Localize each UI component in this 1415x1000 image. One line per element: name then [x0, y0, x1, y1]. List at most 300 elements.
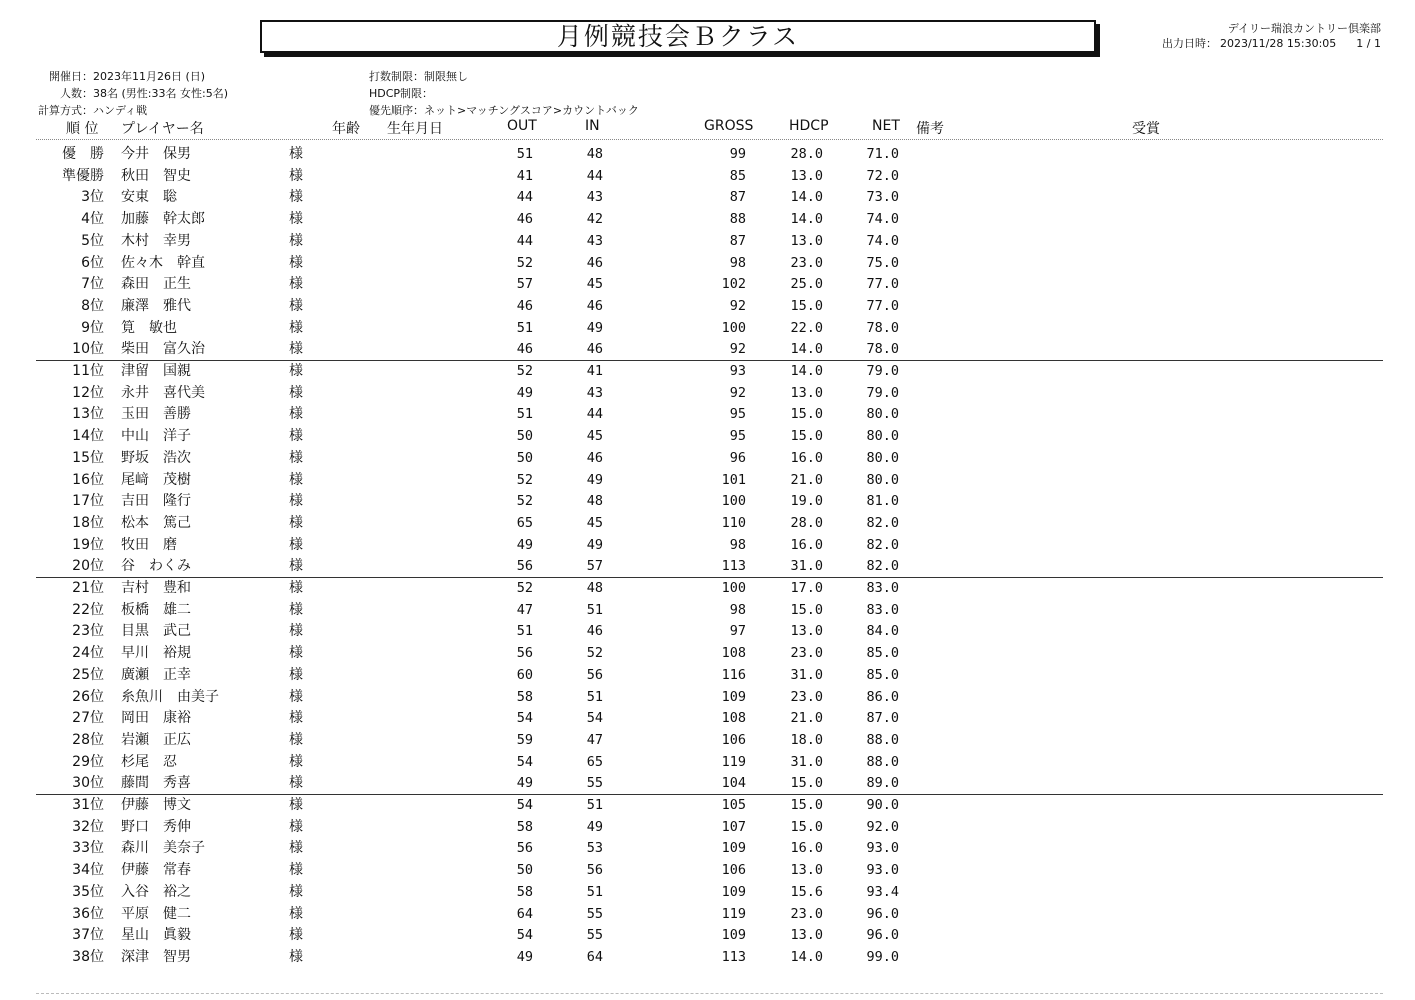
- gross-score: 100: [721, 580, 746, 596]
- gross-score: 97: [729, 623, 746, 640]
- honorific: 様: [289, 341, 303, 358]
- gross-score: 119: [721, 905, 746, 922]
- out-score: 60: [516, 666, 533, 683]
- in-score: 44: [586, 167, 603, 184]
- player-name: 今井 保男: [121, 146, 191, 162]
- honorific: 様: [289, 710, 303, 727]
- table-row: [0, 665, 1415, 687]
- player-name: 入谷 裕之: [121, 883, 191, 900]
- net-score: 87.0: [866, 710, 899, 727]
- hdcp-value: 28.0: [790, 514, 823, 531]
- honorific: 様: [289, 601, 303, 618]
- table-row: [0, 904, 1415, 926]
- in-score: 48: [586, 580, 603, 596]
- gross-score: 92: [729, 297, 746, 314]
- hdcp-value: 22.0: [790, 319, 823, 336]
- table-row: [0, 404, 1415, 426]
- gross-score: 109: [721, 688, 746, 705]
- player-name: 森田 正生: [121, 276, 191, 293]
- in-score: 44: [586, 406, 603, 423]
- gross-score: 95: [729, 406, 746, 423]
- gross-score: 85: [729, 167, 746, 184]
- out-score: 44: [516, 189, 533, 206]
- rank-cell: 24位: [72, 645, 104, 662]
- honorific: 様: [289, 319, 303, 336]
- net-score: 85.0: [866, 645, 899, 662]
- player-name: 木村 幸男: [121, 232, 191, 249]
- player-name: 牧田 磨: [121, 536, 177, 553]
- player-name: 廣瀬 正幸: [121, 666, 191, 683]
- meta-players-value: 38名 (男性:33名 女性:5名): [93, 87, 228, 100]
- printed-label: 出力日時：: [1161, 37, 1217, 50]
- rank-cell: 優 勝: [62, 146, 104, 162]
- gross-score: 107: [721, 818, 746, 835]
- col-age: 年齢: [332, 121, 360, 137]
- col-hdcp: HDCP: [789, 118, 829, 134]
- col-net: NET: [872, 118, 900, 134]
- player-name: 加藤 幹太郎: [121, 211, 205, 228]
- table-row: [0, 470, 1415, 492]
- out-score: 57: [516, 276, 533, 293]
- table-row: [0, 817, 1415, 839]
- rank-cell: 23位: [72, 623, 104, 640]
- table-row: [0, 448, 1415, 470]
- meta-date-value: 2023年11月26日 (日): [93, 70, 206, 83]
- table-row: [0, 752, 1415, 774]
- meta-hdcp-label: HDCP制限：: [369, 87, 434, 100]
- hdcp-value: 14.0: [790, 341, 823, 358]
- hdcp-value: 14.0: [790, 211, 823, 228]
- net-score: 90.0: [866, 797, 899, 813]
- gross-score: 116: [721, 666, 746, 683]
- player-name: 糸魚川 由美子: [121, 688, 219, 705]
- table-row: [0, 578, 1415, 600]
- honorific: 様: [289, 666, 303, 683]
- player-name: 尾﨑 茂樹: [121, 471, 191, 488]
- in-score: 43: [586, 189, 603, 206]
- out-score: 46: [516, 341, 533, 358]
- gross-score: 101: [721, 471, 746, 488]
- rank-cell: 28位: [72, 731, 104, 748]
- in-score: 51: [586, 601, 603, 618]
- hdcp-value: 13.0: [790, 862, 823, 879]
- rank-cell: 20位: [72, 558, 104, 575]
- honorific: 様: [289, 493, 303, 510]
- hdcp-value: 31.0: [790, 753, 823, 770]
- rank-cell: 22位: [72, 601, 104, 618]
- out-score: 49: [516, 775, 533, 792]
- in-score: 47: [586, 731, 603, 748]
- honorific: 様: [289, 536, 303, 553]
- gross-score: 96: [729, 449, 746, 466]
- rank-cell: 13位: [72, 406, 104, 423]
- gross-score: 87: [729, 189, 746, 206]
- net-score: 82.0: [866, 514, 899, 531]
- honorific: 様: [289, 688, 303, 705]
- net-score: 74.0: [866, 232, 899, 249]
- in-score: 65: [586, 753, 603, 770]
- meta-players: [0, 85, 228, 101]
- table-row: [0, 860, 1415, 882]
- hdcp-value: 15.0: [790, 601, 823, 618]
- out-score: 58: [516, 818, 533, 835]
- honorific: 様: [289, 797, 303, 813]
- out-score: 56: [516, 645, 533, 662]
- out-score: 49: [516, 536, 533, 553]
- hdcp-value: 15.0: [790, 406, 823, 423]
- player-name: 中山 洋子: [121, 428, 191, 445]
- out-score: 44: [516, 232, 533, 249]
- rank-cell: 32位: [72, 818, 104, 835]
- honorific: 様: [289, 862, 303, 879]
- in-score: 46: [586, 449, 603, 466]
- net-score: 71.0: [866, 146, 899, 162]
- out-score: 54: [516, 797, 533, 813]
- honorific: 様: [289, 363, 303, 379]
- gross-score: 113: [721, 948, 746, 965]
- player-name: 野口 秀伸: [121, 818, 191, 835]
- net-score: 81.0: [866, 493, 899, 510]
- rank-cell: 6位: [81, 254, 104, 271]
- player-name: 佐々木 幹直: [121, 254, 205, 271]
- in-score: 56: [586, 666, 603, 683]
- in-score: 45: [586, 276, 603, 293]
- net-score: 96.0: [866, 927, 899, 944]
- hdcp-value: 31.0: [790, 666, 823, 683]
- honorific: 様: [289, 384, 303, 401]
- hdcp-value: 15.0: [790, 797, 823, 813]
- hdcp-value: 18.0: [790, 731, 823, 748]
- net-score: 84.0: [866, 623, 899, 640]
- in-score: 46: [586, 623, 603, 640]
- col-in: IN: [585, 118, 600, 134]
- rank-cell: 12位: [72, 384, 104, 401]
- hdcp-value: 15.0: [790, 428, 823, 445]
- player-name: 野坂 浩次: [121, 449, 191, 466]
- in-score: 57: [586, 558, 603, 575]
- table-row: [0, 274, 1415, 296]
- table-row: [0, 535, 1415, 557]
- gross-score: 92: [729, 341, 746, 358]
- meta-strokes-value: 制限無し: [424, 70, 468, 83]
- rank-cell: 4位: [81, 211, 104, 228]
- player-name: 谷 わくみ: [121, 558, 191, 575]
- rank-cell: 19位: [72, 536, 104, 553]
- net-score: 72.0: [866, 167, 899, 184]
- net-score: 96.0: [866, 905, 899, 922]
- rank-cell: 15位: [72, 449, 104, 466]
- honorific: 様: [289, 818, 303, 835]
- meta-players-label: 人数：: [60, 87, 93, 100]
- out-score: 56: [516, 840, 533, 857]
- table-row: [0, 773, 1415, 795]
- net-score: 83.0: [866, 580, 899, 596]
- net-score: 80.0: [866, 449, 899, 466]
- gross-score: 106: [721, 731, 746, 748]
- honorific: 様: [289, 645, 303, 662]
- rank-cell: 14位: [72, 428, 104, 445]
- meta-priority-label: 優先順序：: [369, 104, 424, 117]
- rank-cell: 31位: [72, 797, 104, 813]
- hdcp-value: 21.0: [790, 710, 823, 727]
- out-score: 46: [516, 211, 533, 228]
- rank-cell: 5位: [81, 232, 104, 249]
- net-score: 93.0: [866, 840, 899, 857]
- honorific: 様: [289, 297, 303, 314]
- player-name: 吉田 隆行: [121, 493, 191, 510]
- gross-score: 98: [729, 254, 746, 271]
- player-name: 星山 眞毅: [121, 927, 191, 944]
- player-name: 藤間 秀喜: [121, 775, 191, 792]
- hdcp-value: 13.0: [790, 167, 823, 184]
- hdcp-value: 15.6: [790, 883, 823, 900]
- player-name: 筧 敏也: [121, 319, 177, 336]
- in-score: 64: [586, 948, 603, 965]
- gross-score: 100: [721, 319, 746, 336]
- table-row: [0, 253, 1415, 275]
- rank-cell: 38位: [72, 948, 104, 965]
- table-row: [0, 882, 1415, 904]
- net-score: 82.0: [866, 536, 899, 553]
- rank-cell: 30位: [72, 775, 104, 792]
- gross-score: 119: [721, 753, 746, 770]
- col-rank: 順 位: [66, 121, 99, 137]
- out-score: 56: [516, 558, 533, 575]
- honorific: 様: [289, 753, 303, 770]
- rank-cell: 3位: [81, 189, 104, 206]
- out-score: 50: [516, 862, 533, 879]
- player-name: 吉村 豊和: [121, 580, 191, 596]
- out-score: 54: [516, 753, 533, 770]
- gross-score: 113: [721, 558, 746, 575]
- club-name: デイリー瑞浪カントリー倶楽部: [1227, 22, 1381, 35]
- in-score: 46: [586, 297, 603, 314]
- table-row: [0, 318, 1415, 340]
- net-score: 93.0: [866, 862, 899, 879]
- gross-score: 109: [721, 883, 746, 900]
- meta-date-label: 開催日：: [49, 70, 93, 83]
- player-name: 津留 国親: [121, 363, 191, 379]
- gross-score: 102: [721, 276, 746, 293]
- rank-cell: 16位: [72, 471, 104, 488]
- net-score: 83.0: [866, 601, 899, 618]
- rank-cell: 18位: [72, 514, 104, 531]
- table-row: [0, 513, 1415, 535]
- player-name: 伊藤 博文: [121, 797, 191, 813]
- table-row: [0, 925, 1415, 947]
- in-score: 45: [586, 514, 603, 531]
- hdcp-value: 16.0: [790, 449, 823, 466]
- net-score: 88.0: [866, 753, 899, 770]
- table-row: [0, 556, 1415, 578]
- in-score: 53: [586, 840, 603, 857]
- gross-score: 98: [729, 536, 746, 553]
- player-name: 森川 美奈子: [121, 840, 205, 857]
- out-score: 52: [516, 363, 533, 379]
- in-score: 54: [586, 710, 603, 727]
- out-score: 52: [516, 493, 533, 510]
- table-row: [0, 187, 1415, 209]
- honorific: 様: [289, 905, 303, 922]
- col-award: 受賞: [1132, 121, 1160, 137]
- out-score: 51: [516, 146, 533, 162]
- player-name: 早川 裕規: [121, 645, 191, 662]
- player-name: 秋田 智史: [121, 167, 191, 184]
- table-row: [0, 361, 1415, 383]
- hdcp-value: 15.0: [790, 775, 823, 792]
- net-score: 85.0: [866, 666, 899, 683]
- in-score: 48: [586, 493, 603, 510]
- out-score: 51: [516, 406, 533, 423]
- hdcp-value: 23.0: [790, 688, 823, 705]
- hdcp-value: 19.0: [790, 493, 823, 510]
- out-score: 41: [516, 167, 533, 184]
- in-score: 48: [586, 146, 603, 162]
- honorific: 様: [289, 406, 303, 423]
- in-score: 43: [586, 232, 603, 249]
- rank-cell: 29位: [72, 753, 104, 770]
- hdcp-value: 15.0: [790, 297, 823, 314]
- honorific: 様: [289, 948, 303, 965]
- table-row: [0, 947, 1415, 969]
- honorific: 様: [289, 623, 303, 640]
- honorific: 様: [289, 840, 303, 857]
- rank-cell: 25位: [72, 666, 104, 683]
- table-row: [0, 621, 1415, 643]
- page-number: 1 / 1: [1356, 37, 1381, 50]
- meta-priority-value: ネット>マッチングスコア>カウントバック: [424, 104, 639, 117]
- rank-cell: 37位: [72, 927, 104, 944]
- honorific: 様: [289, 189, 303, 206]
- player-name: 松本 篤己: [121, 514, 191, 531]
- meta-calc-label: 計算方式：: [38, 104, 93, 117]
- in-score: 45: [586, 428, 603, 445]
- table-row: [0, 708, 1415, 730]
- honorific: 様: [289, 558, 303, 575]
- net-score: 86.0: [866, 688, 899, 705]
- gross-score: 95: [729, 428, 746, 445]
- meta-calc-value: ハンディ戦: [93, 104, 148, 117]
- rank-cell: 35位: [72, 883, 104, 900]
- hdcp-value: 16.0: [790, 536, 823, 553]
- out-score: 52: [516, 254, 533, 271]
- honorific: 様: [289, 232, 303, 249]
- rank-cell: 21位: [72, 580, 104, 596]
- in-score: 41: [586, 363, 603, 379]
- gross-score: 93: [729, 363, 746, 379]
- hdcp-value: 25.0: [790, 276, 823, 293]
- rank-cell: 7位: [81, 276, 104, 293]
- out-score: 49: [516, 948, 533, 965]
- gross-score: 108: [721, 710, 746, 727]
- column-header-row: [0, 118, 1415, 138]
- gross-score: 105: [721, 797, 746, 813]
- net-score: 80.0: [866, 428, 899, 445]
- player-name: 岡田 康裕: [121, 710, 191, 727]
- honorific: 様: [289, 883, 303, 900]
- gross-score: 104: [721, 775, 746, 792]
- in-score: 51: [586, 688, 603, 705]
- player-name: 目黒 武己: [121, 623, 191, 640]
- in-score: 46: [586, 254, 603, 271]
- rank-cell: 11位: [72, 363, 104, 379]
- meta-calc: [0, 102, 147, 118]
- hdcp-value: 23.0: [790, 645, 823, 662]
- player-name: 岩瀬 正広: [121, 731, 191, 748]
- gross-score: 92: [729, 384, 746, 401]
- honorific: 様: [289, 471, 303, 488]
- hdcp-value: 13.0: [790, 623, 823, 640]
- net-score: 79.0: [866, 384, 899, 401]
- out-score: 50: [516, 449, 533, 466]
- net-score: 73.0: [866, 189, 899, 206]
- honorific: 様: [289, 449, 303, 466]
- in-score: 56: [586, 862, 603, 879]
- out-score: 51: [516, 319, 533, 336]
- out-score: 49: [516, 384, 533, 401]
- out-score: 64: [516, 905, 533, 922]
- in-score: 55: [586, 905, 603, 922]
- rank-cell: 9位: [81, 319, 104, 336]
- net-score: 77.0: [866, 276, 899, 293]
- meta-date: [0, 68, 205, 84]
- col-out: OUT: [507, 118, 537, 134]
- in-score: 51: [586, 883, 603, 900]
- player-name: 深津 智男: [121, 948, 191, 965]
- hdcp-value: 31.0: [790, 558, 823, 575]
- rank-cell: 準優勝: [62, 167, 104, 184]
- player-name: 永井 喜代美: [121, 384, 205, 401]
- meta-hdcp: [369, 85, 433, 101]
- gross-score: 87: [729, 232, 746, 249]
- out-score: 58: [516, 883, 533, 900]
- rank-cell: 17位: [72, 493, 104, 510]
- in-score: 49: [586, 818, 603, 835]
- table-row: [0, 795, 1415, 817]
- honorific: 様: [289, 211, 303, 228]
- printed-at: [1159, 35, 1381, 51]
- table-row: [0, 730, 1415, 752]
- rank-cell: 36位: [72, 905, 104, 922]
- rank-cell: 26位: [72, 688, 104, 705]
- net-score: 75.0: [866, 254, 899, 271]
- player-name: 廉澤 雅代: [121, 297, 191, 314]
- table-row: [0, 296, 1415, 318]
- net-score: 80.0: [866, 406, 899, 423]
- out-score: 65: [516, 514, 533, 531]
- in-score: 51: [586, 797, 603, 813]
- player-name: 伊藤 常春: [121, 862, 191, 879]
- rank-cell: 10位: [72, 341, 104, 358]
- hdcp-value: 23.0: [790, 254, 823, 271]
- gross-score: 106: [721, 862, 746, 879]
- gross-score: 100: [721, 493, 746, 510]
- out-score: 47: [516, 601, 533, 618]
- gross-score: 110: [721, 514, 746, 531]
- hdcp-value: 14.0: [790, 189, 823, 206]
- honorific: 様: [289, 775, 303, 792]
- table-row: [0, 231, 1415, 253]
- hdcp-value: 21.0: [790, 471, 823, 488]
- in-score: 55: [586, 775, 603, 792]
- hdcp-value: 14.0: [790, 363, 823, 379]
- meta-strokes: [369, 68, 468, 84]
- honorific: 様: [289, 731, 303, 748]
- player-name: 玉田 善勝: [121, 406, 191, 423]
- net-score: 78.0: [866, 341, 899, 358]
- table-row: [0, 339, 1415, 361]
- net-score: 74.0: [866, 211, 899, 228]
